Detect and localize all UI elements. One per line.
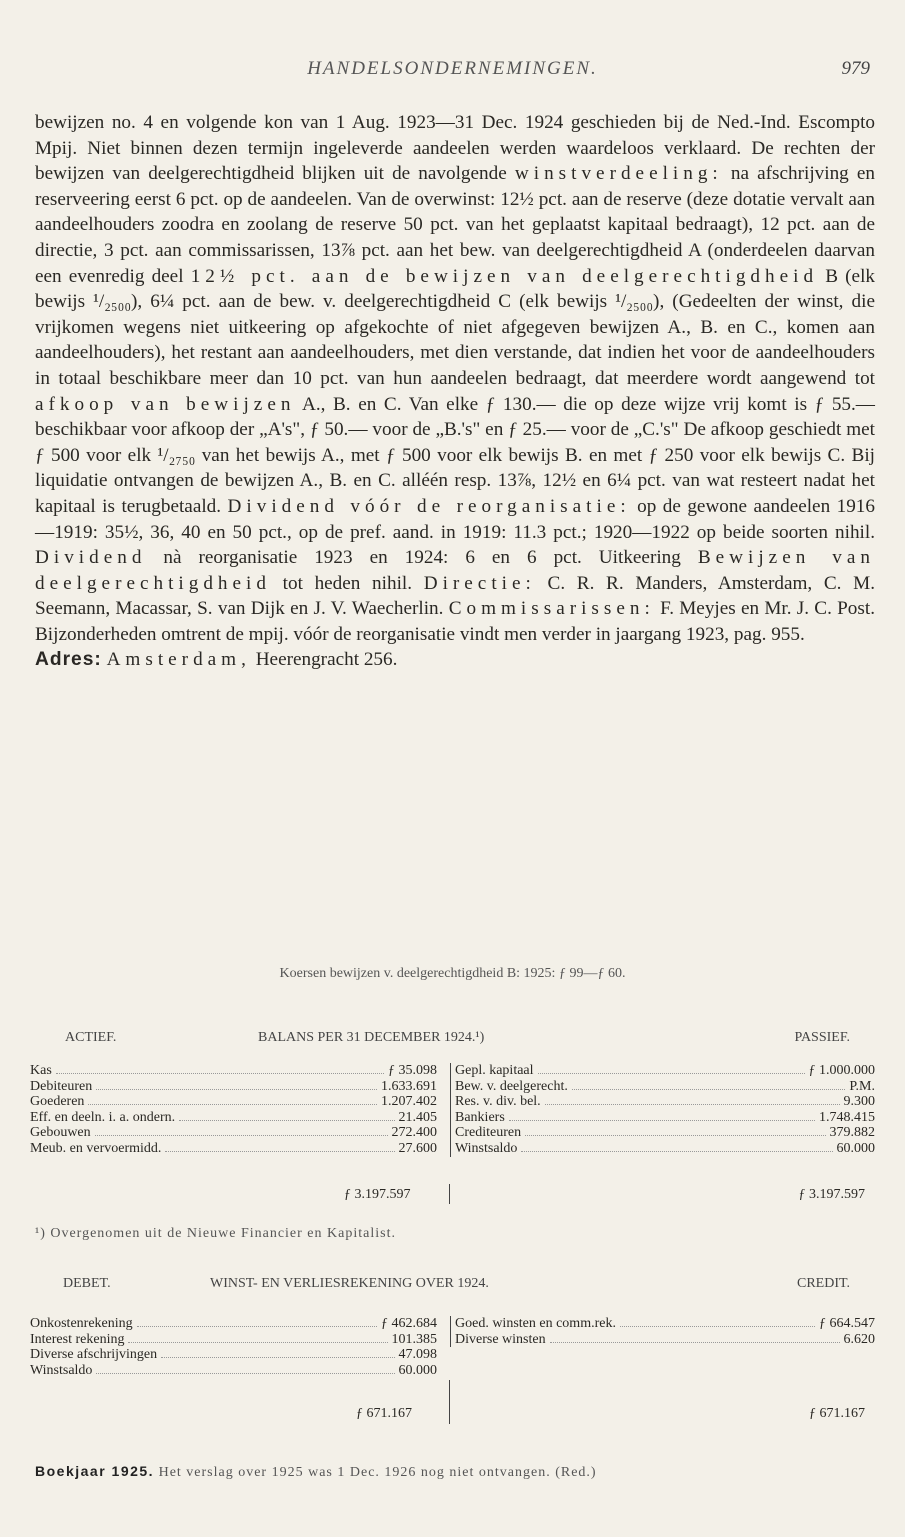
spaced-term-dividend-voor: Dividend vóór de reorganisatie: [227,495,631,517]
debet-item-label: Diverse afschrijvingen [30,1347,158,1363]
spaced-term-winstverdeeling: winstverdeeling: [514,163,723,185]
actief-item-row [30,1079,437,1095]
actief-item-row [30,1110,437,1126]
actief-item-label: Gebouwen [30,1125,91,1141]
passief-label: PASSIEF. [794,1030,850,1045]
leader-dots [88,1104,377,1105]
leader-dots [161,1357,394,1358]
running-head [35,58,870,86]
leader-dots [550,1342,840,1343]
text-run: bewijzen no. 4 en volgende kon van 1 Aug. 1923—31 Dec. 1924 geschieden bij de Ned.-Ind. Escompto Mpij. Niet binnen dezen termijn ingeleverde aandeelen werden waardeloos verklaard. De rechten der bewijzen van deelgerechtigdheid blijken uit de navolgende [35,112,875,185]
debet-item-value: ƒ 462.684 [381,1316,437,1331]
leader-dots [96,1089,377,1090]
balance-total-right: ƒ 3.197.597 [798,1187,865,1202]
text-run: op de gewone aandeelen 1916—1919: 35½, 36, 40 en 50 pct., op de pref. aand. in 1919: 11.3 pct.; 1920—1922 op beide soorten nihil. [35,495,875,543]
actief-item-value: 27.600 [398,1140,437,1156]
leader-dots [56,1073,384,1074]
credit-item-row [455,1332,875,1348]
text-run: na afschrijving en reserveering eerst 6 pct. op de aandeelen. Van de overwinst: 12½ pct. aan de reserve (deze dotatie vervalt aan aandeelhouders zoodra en zoolang de reserve 50 pct. van het geplaatst kapitaal bedraagt), 12 pct. aan de directie, 3 pct. aan commissarissen, 13⅞ pct. aan het bew. van deelgerechtigdheid A (onderdeelen daarvan een evenredig deel [35,163,875,287]
debet-item-label: Interest rekening [30,1331,125,1347]
leader-dots [620,1326,815,1327]
debet-column [30,1316,437,1378]
text-run: F. Meyjes en Mr. J. C. Post. Bijzonderheden omtrent de mpij. vóór de reorganisatie vindt men verder in jaargang 1923, pag. 955. [35,598,875,645]
spaced-term-dividend: Dividend [35,547,147,569]
passief-item-label: Crediteuren [455,1125,522,1141]
company-description [35,110,875,673]
passief-item-label: Res. v. div. bel. [455,1094,541,1110]
text-run: nà reorganisatie 1923 en 1924: 6 en 6 pct. Uitkeering [146,547,698,569]
passief-item-row [455,1125,875,1141]
text-run: C. R. R. Manders, Amsterdam, C. M. Seemann, Macassar, S. van Dijk en J. V. Waecherlin. [35,572,875,620]
actief-item-value: 272.400 [391,1125,437,1141]
address-label: Adres: [35,649,102,671]
debet-item-row [30,1347,437,1363]
actief-item-row [30,1141,437,1157]
spaced-term-commissarissen: Commissarissen: [448,598,655,620]
leader-dots [128,1342,387,1343]
passief-column [450,1063,875,1157]
actief-item-row [30,1063,437,1079]
text-run: tot heden nihil. [270,572,424,594]
debet-item-label: Winstsaldo [30,1362,93,1378]
address-street: Heerengracht 256. [250,649,398,671]
spaced-term-afkoop: afkoop van bewijzen [35,393,296,415]
actief-item-label: Eff. en deeln. i. a. ondern. [30,1109,176,1125]
text-run: B (elk bewijs ¹/₂₅₀₀), 6¼ pct. aan de bew. v. deelgerechtigdheid C (elk bewijs ¹/₂₅₀₀), (Gedeelten der winst, die vrijkomen wegens niet uitkeering op afgekochte of niet afgegeven bewijzen A., B. en C., komen aan aandeelhouders), het restant aan aandeelhouders, met dien verstande, dat indien het voor de aandeelhouders in totaal beschikbare meer dan 10 pct. van hun aandeelen bedraagt, dat meerdere wordt aangewend tot [35,265,875,389]
actief-item-label: Kas [30,1063,52,1078]
passief-item-value: P.M. [849,1078,875,1094]
passief-item-value: 1.748.415 [819,1109,875,1125]
koersen-line: Koersen bewijzen v. deelgerechtigdheid B: 1925: ƒ 99—ƒ 60. [279,966,626,981]
text-run: A., B. en C. Van elke ƒ 130.— die op deze wijze vrij komt is ƒ 55.— beschikbaar voor afkoop der „A's", ƒ 50.— voor de „B.'s" en ƒ 25.— voor de „C.'s" De afkoop geschiedt met ƒ 500 voor elk ¹/₂₇₅₀ van het bewijs A., met ƒ 500 voor elk bewijs B. en met ƒ 250 voor elk bewijs C. Bij liquidatie ontvangen de bewijzen A., B. en C. alléén resp. 13⅞, 12½ en 6¼ pct. van wat resteert nadat het kapitaal is terugbetaald. [35,393,875,517]
passief-item-row [455,1094,875,1110]
credit-label: CREDIT. [796,1276,850,1291]
page-number: 979 [841,58,870,79]
actief-item-value: 1.207.402 [381,1094,437,1110]
address-city: Amsterdam, [106,649,251,671]
credit-item-label: Diverse winsten [455,1331,546,1347]
running-title: HANDELSONDERNEMINGEN. [307,58,598,79]
actief-label: ACTIEF. [65,1030,117,1045]
passief-item-label: Bew. v. deelgerecht. [455,1078,568,1094]
credit-item-value: 6.620 [843,1331,875,1347]
debet-item-row [30,1332,437,1348]
passief-item-row [455,1079,875,1095]
profit-loss-total-right: ƒ 671.167 [809,1406,865,1421]
actief-item-value: 21.405 [398,1109,437,1125]
credit-item-value: ƒ 664.547 [819,1316,875,1331]
boekjaar-note [35,1463,875,1481]
actief-item-value: 1.633.691 [381,1078,437,1094]
passief-item-value: ƒ 1.000.000 [808,1063,875,1078]
profit-loss-total-left: ƒ 671.167 [356,1406,412,1421]
leader-dots [95,1135,388,1136]
total-divider [449,1184,450,1204]
leader-dots [525,1135,825,1136]
balance-sheet-title: BALANS PER 31 DECEMBER 1924.¹) [258,1030,485,1045]
passief-item-row [455,1063,875,1079]
debet-item-row [30,1316,437,1332]
actief-item-label: Debiteuren [30,1078,93,1094]
actief-item-label: Meub. en vervoermidd. [30,1140,162,1156]
leader-dots [96,1373,394,1374]
profit-loss-divider [449,1380,450,1424]
balance-total-left: ƒ 3.197.597 [344,1187,411,1202]
actief-column [30,1063,437,1157]
passief-item-label: Bankiers [455,1109,505,1125]
profit-loss-title: WINST- EN VERLIESREKENING OVER 1924. [210,1276,489,1291]
debet-label: DEBET. [63,1276,111,1291]
leader-dots [538,1073,805,1074]
actief-item-row [30,1094,437,1110]
spaced-term-bewijzen: 12½ pct. aan de bewijzen van deelgerechtigdheid [190,265,819,287]
passief-item-value: 379.882 [829,1125,875,1141]
leader-dots [137,1326,377,1327]
actief-item-label: Goederen [30,1094,85,1110]
passief-item-row [455,1110,875,1126]
passief-item-value: 60.000 [836,1140,875,1156]
leader-dots [545,1104,840,1105]
credit-item-label: Goed. winsten en comm.rek. [455,1316,616,1331]
actief-item-value: ƒ 35.098 [388,1063,437,1078]
debet-item-label: Onkostenrekening [30,1316,133,1331]
actief-item-row [30,1125,437,1141]
credit-item-row [455,1316,875,1332]
leader-dots [572,1089,845,1090]
address-line [35,647,875,673]
spaced-term-uitkeering: Bewijzen van deelgerechtigdheid [35,547,875,594]
passief-item-label: Gepl. kapitaal [455,1063,534,1078]
passief-item-label: Winstsaldo [455,1140,518,1156]
leader-dots [165,1151,394,1152]
footnote: ¹) Overgenomen uit de Nieuwe Financier en Kapitalist. [35,1226,396,1241]
boekjaar-label: Boekjaar 1925. [35,1463,155,1479]
debet-item-value: 47.098 [398,1347,437,1363]
debet-item-value: 60.000 [398,1362,437,1378]
leader-dots [521,1151,832,1152]
boekjaar-text: Het verslag over 1925 was 1 Dec. 1926 nog niet ontvangen. (Red.) [154,1465,597,1480]
debet-item-row [30,1363,437,1379]
leader-dots [509,1120,815,1121]
spaced-term-directie: Directie: [423,572,536,594]
leader-dots [179,1120,394,1121]
debet-item-value: 101.385 [391,1331,437,1347]
passief-item-row [455,1141,875,1157]
credit-column [450,1316,875,1347]
main-paragraph [35,110,875,647]
passief-item-value: 9.300 [843,1094,875,1110]
